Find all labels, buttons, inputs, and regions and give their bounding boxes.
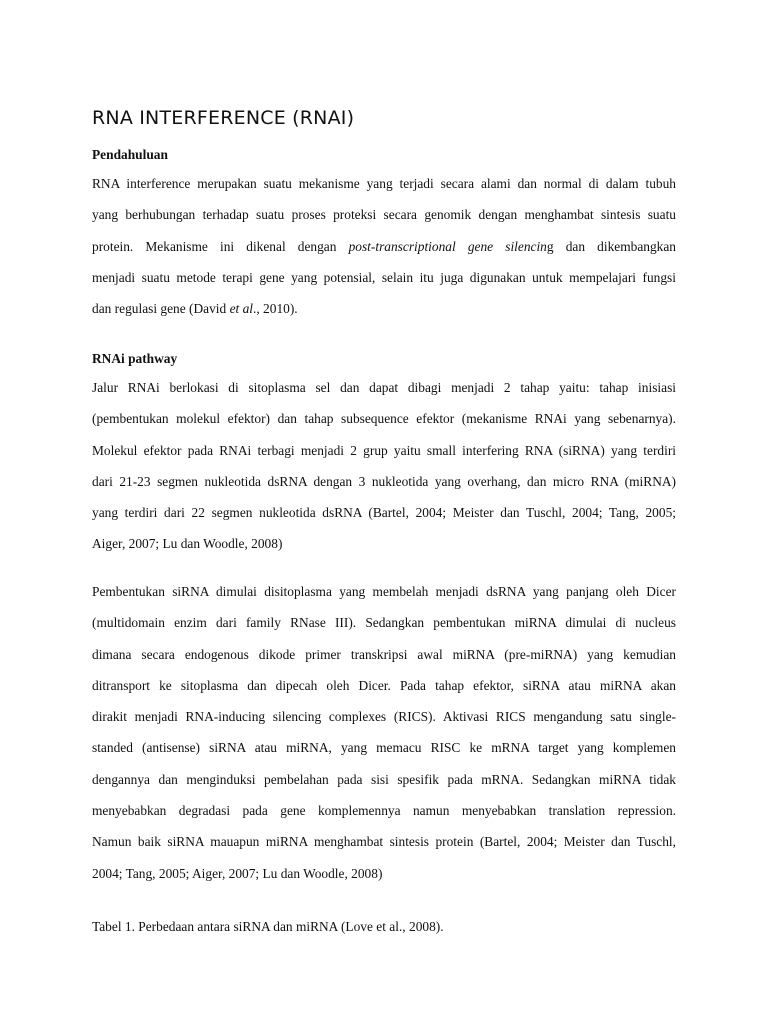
paragraph-rnai-pathway-2	[92, 583, 676, 896]
italic-term: et al	[229, 301, 254, 317]
paragraph-rnai-pathway-1	[92, 379, 676, 567]
paragraph-line	[92, 300, 676, 331]
paragraph-line: Jalur RNAi berlokasi di sitoplasma sel dan dapat dibagi menjadi 2 tahap yaitu: tahap inisiasi	[92, 380, 676, 395]
paragraph-line: menyebabkan degradasi pada gene komplemennya namun menyebabkan translation repression.	[92, 803, 676, 819]
section-heading-pendahuluan: Pendahuluan	[92, 147, 168, 162]
paragraph-line: dimana secara endogenous dikode primer transkripsi awal miRNA (pre-miRNA) yang kemudian	[92, 646, 676, 662]
paragraph-line: Pembentukan siRNA dimulai disitoplasma yang membelah menjadi dsRNA yang panjang oleh Dicer	[92, 584, 676, 599]
document-title: RNA INTERFERENCE (RNAI)	[92, 107, 355, 129]
italic-term: post-transcriptional gene silencin	[348, 238, 547, 254]
paragraph-pendahuluan	[92, 175, 676, 331]
paragraph-line: menjadi suatu metode terapi gene yang potensial, selain itu juga digunakan untuk mempelajari fungsi	[92, 269, 676, 285]
paragraph-line: yang terdiri dari 22 segmen nukleotida dsRNA (Bartel, 2004; Meister dan Tuschl, 2004; Tang, 2005;	[92, 505, 676, 521]
line-text: g dan dikembangkan	[546, 238, 676, 254]
paragraph-line: ditransport ke sitoplasma dan dipecah oleh Dicer. Pada tahap efektor, siRNA atau miRNA akan	[92, 677, 676, 693]
section-heading-rnai-pathway: RNAi pathway	[92, 351, 178, 366]
paragraph-line: dengannya dan menginduksi pembelahan pada sisi spesifik pada mRNA. Sedangkan miRNA tidak	[92, 771, 676, 787]
line-text: ., 2010).	[253, 301, 298, 317]
paragraph-line: Molekul efektor pada RNAi terbagi menjadi 2 grup yaitu small interfering RNA (siRNA) yang terdiri	[92, 442, 676, 458]
paragraph-line: Aiger, 2007; Lu dan Woodle, 2008)	[92, 536, 283, 552]
paragraph-line: Namun baik siRNA mauapun miRNA menghambat sintesis protein (Bartel, 2004; Meister dan Tuschl,	[92, 834, 676, 850]
paragraph-line: (pembentukan molekul efektor) dan tahap subsequence efektor (mekanisme RNAi yang sebenarnya).	[92, 411, 676, 427]
paragraph-line: RNA interference merupakan suatu mekanisme yang terjadi secara alami dan normal di dalam tubuh	[92, 176, 676, 191]
line-text: protein. Mekanisme ini dikenal dengan	[92, 238, 349, 254]
paragraph-line: 2004; Tang, 2005; Aiger, 2007; Lu dan Woodle, 2008)	[92, 865, 383, 881]
paragraph-line	[92, 238, 676, 269]
line-text: dan regulasi gene (David	[92, 301, 230, 317]
paragraph-line: (multidomain enzim dari family RNase III). Sedangkan pembentukan miRNA dimulai di nucleus	[92, 615, 676, 631]
paragraph-line: yang berhubungan terhadap suatu proses proteksi secara genomik dengan menghambat sintesis suatu	[92, 207, 676, 223]
paragraph-line: standed (antisense) siRNA atau miRNA, yang memacu RISC ke mRNA target yang komplemen	[92, 740, 676, 756]
paragraph-line: dari 21-23 segmen nukleotida dsRNA dengan 3 nukleotida yang overhang, dan micro RNA (miRNA)	[92, 473, 676, 489]
table-caption: Tabel 1. Perbedaan antara siRNA dan miRNA (Love et al., 2008).	[92, 919, 444, 934]
paragraph-line: dirakit menjadi RNA-inducing silencing complexes (RICS). Aktivasi RICS mengandung satu single-	[92, 709, 676, 725]
